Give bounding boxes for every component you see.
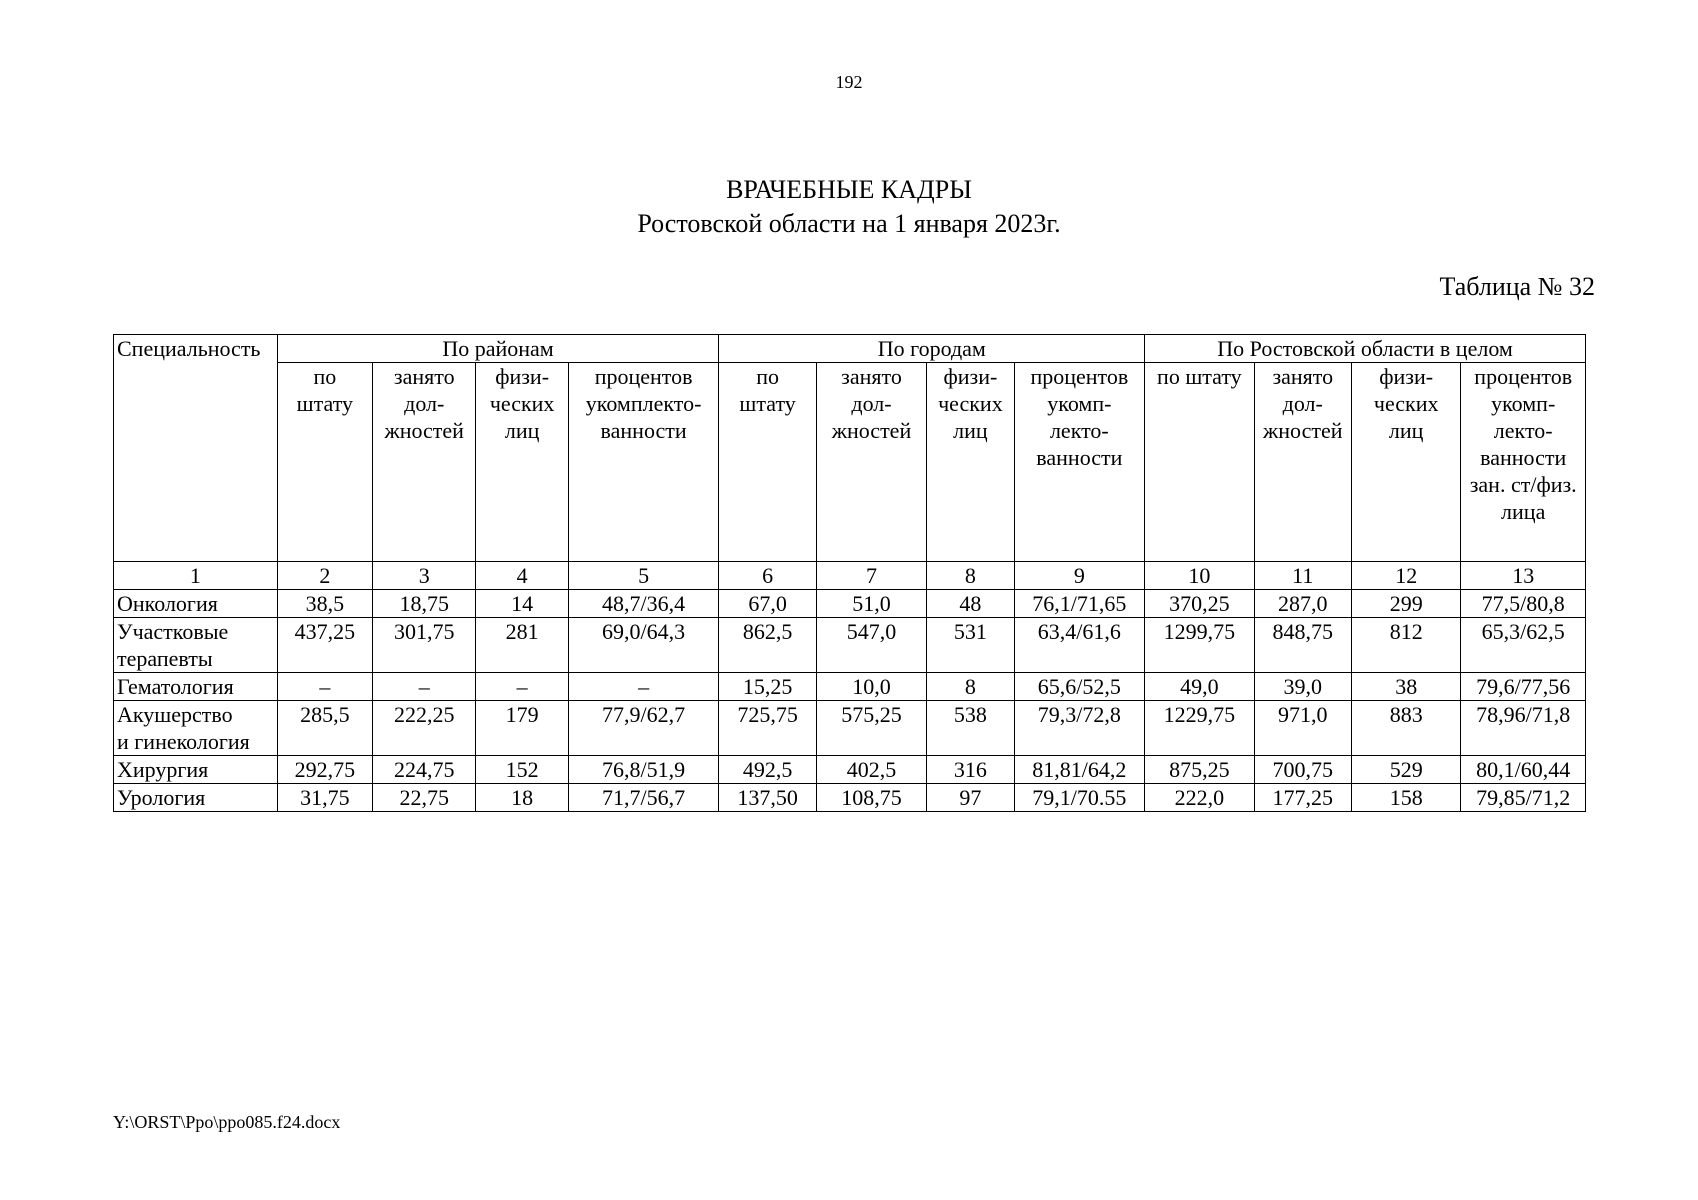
- table-cell: 18,75: [373, 590, 476, 618]
- table-label: Таблица № 32: [1439, 272, 1595, 301]
- cell-line: дол-: [851, 391, 892, 416]
- sub-header-cell: [1351, 363, 1460, 562]
- cell-line: занято: [393, 364, 455, 389]
- table-cell: 79,85/71,2: [1461, 784, 1586, 812]
- cell-line: занято: [1272, 364, 1334, 389]
- group-header-districts: По районам: [277, 335, 719, 363]
- table-cell: 48: [927, 590, 1014, 618]
- table-cell: 402,5: [816, 756, 926, 784]
- column-number: 6: [719, 562, 816, 590]
- table-cell: –: [476, 673, 568, 701]
- table-cell: 108,75: [816, 784, 926, 812]
- sub-header-cell: [1145, 363, 1254, 562]
- column-number: 7: [816, 562, 926, 590]
- page-title: ВРАЧЕБНЫЕ КАДРЫ: [726, 175, 972, 204]
- table-cell: 77,9/62,7: [568, 701, 719, 756]
- table-cell: 700,75: [1254, 756, 1351, 784]
- table-cell: 224,75: [373, 756, 476, 784]
- table-cell: 971,0: [1254, 701, 1351, 756]
- table-cell: 78,96/71,8: [1461, 701, 1586, 756]
- cell-line: физи-: [943, 364, 998, 389]
- table-cell: 77,5/80,8: [1461, 590, 1586, 618]
- table-cell: 812: [1351, 618, 1460, 673]
- table-cell: 10,0: [816, 673, 926, 701]
- table-cell: 81,81/64,2: [1014, 756, 1145, 784]
- column-number: 1: [114, 562, 278, 590]
- cell-line: ванности: [600, 418, 687, 443]
- table-cell: 31,75: [277, 784, 372, 812]
- cell-line: ческих: [1373, 391, 1439, 416]
- table-cell: 725,75: [719, 701, 816, 756]
- cell-line: дол-: [1282, 391, 1323, 416]
- table-cell: 137,50: [719, 784, 816, 812]
- cell-line: терапевты: [117, 646, 213, 671]
- table-cell: 63,4/61,6: [1014, 618, 1145, 673]
- cell-line: укомплекто-: [585, 391, 702, 416]
- table-cell: 158: [1351, 784, 1460, 812]
- table-row: [114, 673, 1586, 701]
- table-cell: 15,25: [719, 673, 816, 701]
- cell-line: дол-: [404, 391, 445, 416]
- table-cell: 49,0: [1145, 673, 1254, 701]
- cell-line: процентов: [1030, 364, 1129, 389]
- title-block: [0, 173, 1698, 241]
- group-header-region-total: По Ростовской области в целом: [1145, 335, 1586, 363]
- page-subtitle: Ростовской области на 1 января 2023г.: [637, 209, 1061, 238]
- table-cell: 67,0: [719, 590, 816, 618]
- cell-line: физи-: [1379, 364, 1434, 389]
- table-cell: 14: [476, 590, 568, 618]
- table-cell: 370,25: [1145, 590, 1254, 618]
- cell-line: по штату: [1157, 364, 1242, 389]
- cell-line: ческих: [489, 391, 555, 416]
- table-cell: 51,0: [816, 590, 926, 618]
- sub-header-cell: [1461, 363, 1586, 562]
- table-row: [114, 784, 1586, 812]
- cell-line: занято: [841, 364, 902, 389]
- table-cell: –: [373, 673, 476, 701]
- table-cell: 97: [927, 784, 1014, 812]
- sub-header-cell: [277, 363, 372, 562]
- table-cell: 76,1/71,65: [1014, 590, 1145, 618]
- sub-header-cell: [816, 363, 926, 562]
- cell-line: лиц: [504, 418, 540, 443]
- cell-line: ванности: [1480, 445, 1567, 470]
- cell-line: жностей: [384, 418, 464, 443]
- cell-line: Гематология: [117, 674, 234, 699]
- table-cell: 79,6/77,56: [1461, 673, 1586, 701]
- table-cell: 531: [927, 618, 1014, 673]
- cell-line: лиц: [1388, 418, 1424, 443]
- specialty-name: [114, 590, 278, 618]
- column-number: 2: [277, 562, 372, 590]
- table-row: [114, 756, 1586, 784]
- sub-header-cell: [1254, 363, 1351, 562]
- specialty-name: [114, 756, 278, 784]
- column-number: 3: [373, 562, 476, 590]
- cell-line: ванности: [1036, 445, 1123, 470]
- table-cell: 285,5: [277, 701, 372, 756]
- column-number: 11: [1254, 562, 1351, 590]
- specialty-name: [114, 701, 278, 756]
- cell-line: штату: [296, 391, 354, 416]
- table-cell: 177,25: [1254, 784, 1351, 812]
- cell-line: зан. ст/физ.: [1469, 472, 1577, 497]
- table-cell: –: [277, 673, 372, 701]
- sub-header-cell: [719, 363, 816, 562]
- sub-header-cell: [927, 363, 1014, 562]
- specialty-name: [114, 784, 278, 812]
- footer-file-path: Y:\ORST\Ppo\ppo085.f24.docx: [113, 1112, 341, 1132]
- table-cell: 222,25: [373, 701, 476, 756]
- table-cell: 1299,75: [1145, 618, 1254, 673]
- table-cell: 48,7/36,4: [568, 590, 719, 618]
- cell-line: процентов: [594, 364, 693, 389]
- table-cell: 538: [927, 701, 1014, 756]
- staffing-table: [113, 334, 1586, 812]
- table-cell: 529: [1351, 756, 1460, 784]
- cell-line: Хирургия: [117, 757, 209, 782]
- table-cell: 8: [927, 673, 1014, 701]
- cell-line: лекто-: [1049, 418, 1109, 443]
- sub-header-cell: [476, 363, 568, 562]
- cell-line: по: [756, 364, 779, 389]
- table-cell: 79,1/70.55: [1014, 784, 1145, 812]
- cell-line: ческих: [938, 391, 1003, 416]
- column-number: 8: [927, 562, 1014, 590]
- table-cell: 76,8/51,9: [568, 756, 719, 784]
- table-cell: 222,0: [1145, 784, 1254, 812]
- cell-line: процентов: [1474, 364, 1573, 389]
- table-cell: 492,5: [719, 756, 816, 784]
- cell-line: лекто-: [1493, 418, 1553, 443]
- sub-header-cell: [1014, 363, 1145, 562]
- specialty-name: [114, 673, 278, 701]
- specialty-header: Специальность: [114, 335, 278, 562]
- cell-line: жностей: [1263, 418, 1343, 443]
- table-cell: 65,3/62,5: [1461, 618, 1586, 673]
- cell-line: Участковые: [117, 619, 229, 644]
- table-cell: 281: [476, 618, 568, 673]
- cell-line: Онкология: [117, 591, 218, 616]
- group-header-cities: По городам: [719, 335, 1145, 363]
- table-cell: 875,25: [1145, 756, 1254, 784]
- cell-line: Акушерство: [117, 702, 233, 727]
- table-cell: 316: [927, 756, 1014, 784]
- table-row: [114, 701, 1586, 756]
- table-cell: 152: [476, 756, 568, 784]
- table-cell: 38,5: [277, 590, 372, 618]
- column-number-row: [114, 562, 1586, 590]
- column-number: 9: [1014, 562, 1145, 590]
- sub-header-cell: [568, 363, 719, 562]
- column-number: 13: [1461, 562, 1586, 590]
- column-number: 5: [568, 562, 719, 590]
- cell-line: по: [313, 364, 337, 389]
- table-cell: 299: [1351, 590, 1460, 618]
- table-cell: 848,75: [1254, 618, 1351, 673]
- table-cell: 547,0: [816, 618, 926, 673]
- table-cell: 287,0: [1254, 590, 1351, 618]
- table-cell: 883: [1351, 701, 1460, 756]
- column-number: 12: [1351, 562, 1460, 590]
- table-cell: 38: [1351, 673, 1460, 701]
- table-cell: 862,5: [719, 618, 816, 673]
- cell-line: штату: [739, 391, 796, 416]
- cell-line: лиц: [953, 418, 988, 443]
- cell-line: укомп-: [1047, 391, 1112, 416]
- cell-line: Урология: [117, 785, 206, 810]
- cell-line: физи-: [495, 364, 550, 389]
- table-cell: 79,3/72,8: [1014, 701, 1145, 756]
- table-cell: 437,25: [277, 618, 372, 673]
- table-cell: 1229,75: [1145, 701, 1254, 756]
- table-cell: 575,25: [816, 701, 926, 756]
- table-row: [114, 590, 1586, 618]
- table-cell: 80,1/60,44: [1461, 756, 1586, 784]
- table-cell: 65,6/52,5: [1014, 673, 1145, 701]
- table-cell: 39,0: [1254, 673, 1351, 701]
- sub-header-cell: [373, 363, 476, 562]
- table-cell: 18: [476, 784, 568, 812]
- table-cell: 71,7/56,7: [568, 784, 719, 812]
- page-number: 192: [835, 72, 863, 92]
- table-cell: –: [568, 673, 719, 701]
- sub-header-row: [114, 363, 1586, 562]
- cell-line: жностей: [831, 418, 912, 443]
- column-number: 4: [476, 562, 568, 590]
- group-header-row: [114, 335, 1586, 363]
- table-cell: 301,75: [373, 618, 476, 673]
- table-cell: 179: [476, 701, 568, 756]
- column-number: 10: [1145, 562, 1254, 590]
- cell-line: лица: [1501, 499, 1546, 524]
- table-cell: 22,75: [373, 784, 476, 812]
- table-row: [114, 618, 1586, 673]
- specialty-name: [114, 618, 278, 673]
- table-cell: 69,0/64,3: [568, 618, 719, 673]
- table-cell: 292,75: [277, 756, 372, 784]
- cell-line: укомп-: [1491, 391, 1556, 416]
- cell-line: и гинекология: [117, 729, 250, 754]
